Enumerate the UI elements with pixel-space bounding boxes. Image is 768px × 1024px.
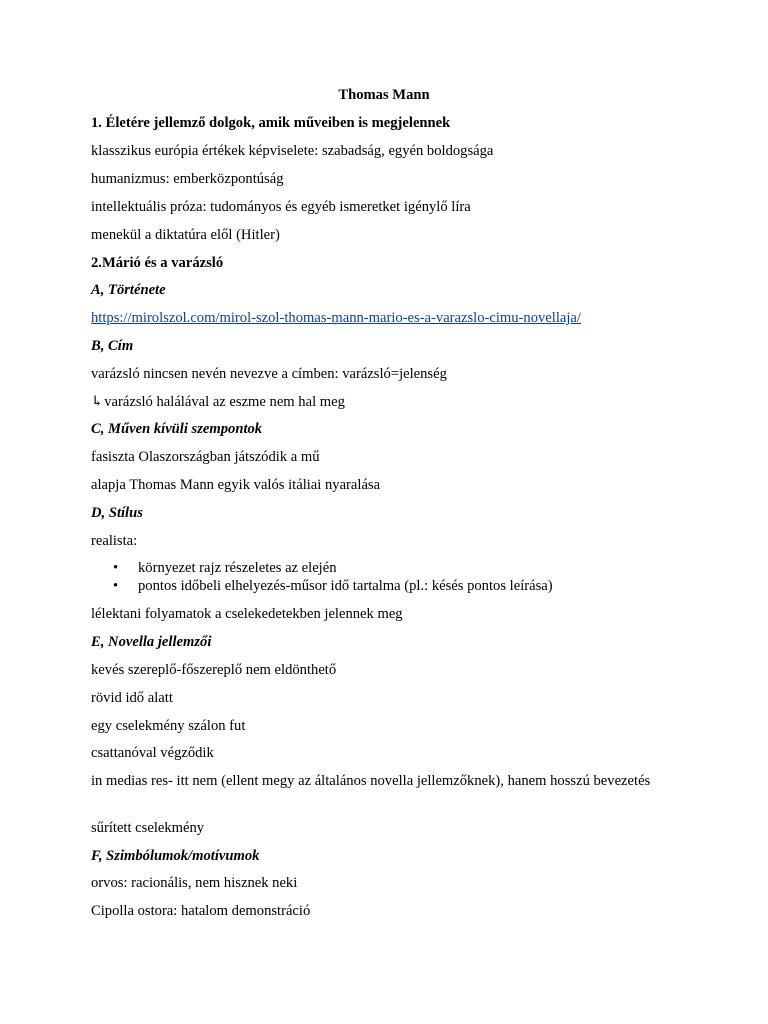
paragraph: kevés szereplő-főszereplő nem eldönthető [91,662,337,678]
curved-arrow-icon: ↳ [91,394,104,410]
bullet-icon: • [113,560,119,576]
paragraph: varázsló nincsen nevén nevezve a címben: varázsló=jelenség [91,366,447,382]
paragraph: csattanóval végződik [91,745,214,761]
paragraph: menekül a diktatúra elől (Hitler) [91,227,280,243]
subsection-a-heading: A, Története [91,282,166,298]
subsection-b-heading: B, Cím [91,338,134,354]
paragraph: klasszikus európia értékek képviselete: szabadság, egyén boldogsága [91,143,494,159]
bullet-icon: • [113,578,119,594]
subsection-e-heading: E, Novella jellemzői [91,634,212,650]
paragraph: fasiszta Olaszországban játszódik a mű [91,449,320,465]
paragraph: realista: [91,533,138,549]
paragraph: sűrített cselekmény [91,820,205,836]
paragraph: varázsló halálával az eszme nem hal meg [104,394,345,410]
section-2-heading: 2.Márió és a varázsló [91,255,224,271]
paragraph: orvos: racionális, nem hisznek neki [91,875,298,891]
subsection-c-heading: C, Műven kívüli szempontok [91,421,263,437]
paragraph: rövid idő alatt [91,690,173,706]
paragraph: humanizmus: emberközpontúság [91,171,284,187]
section-1-heading: 1. Életére jellemző dolgok, amik műveiben is megjelennek [91,115,451,131]
paragraph: Cipolla ostora: hatalom demonstráció [91,903,311,919]
paragraph: in medias res- itt nem (ellent megy az általános novella jellemzőknek), hanem hosszú bevezetés [91,773,651,789]
list-item: környezet rajz részeletes az elején [138,560,337,576]
arrow-paragraph [91,393,345,411]
paragraph: alapja Thomas Mann egyik valós itáliai nyaralása [91,477,381,493]
paragraph: intellektuális próza: tudományos és egyéb ismeretket igénylő líra [91,199,471,215]
paragraph: egy cselekmény szálon fut [91,718,246,734]
subsection-d-heading: D, Stílus [91,505,143,521]
document-title: Thomas Mann [338,87,430,103]
list-item: pontos időbeli elhelyezés-műsor idő tartalma (pl.: késés pontos leírása) [138,578,553,594]
paragraph: lélektani folyamatok a cselekedetekben jelennek meg [91,606,403,622]
subsection-f-heading: F, Szimbólumok/motívumok [91,848,260,864]
article-link[interactable]: https://mirolszol.com/mirol-szol-thomas-mann-mario-es-a-varazslo-cimu-novellaja/ [91,310,581,326]
